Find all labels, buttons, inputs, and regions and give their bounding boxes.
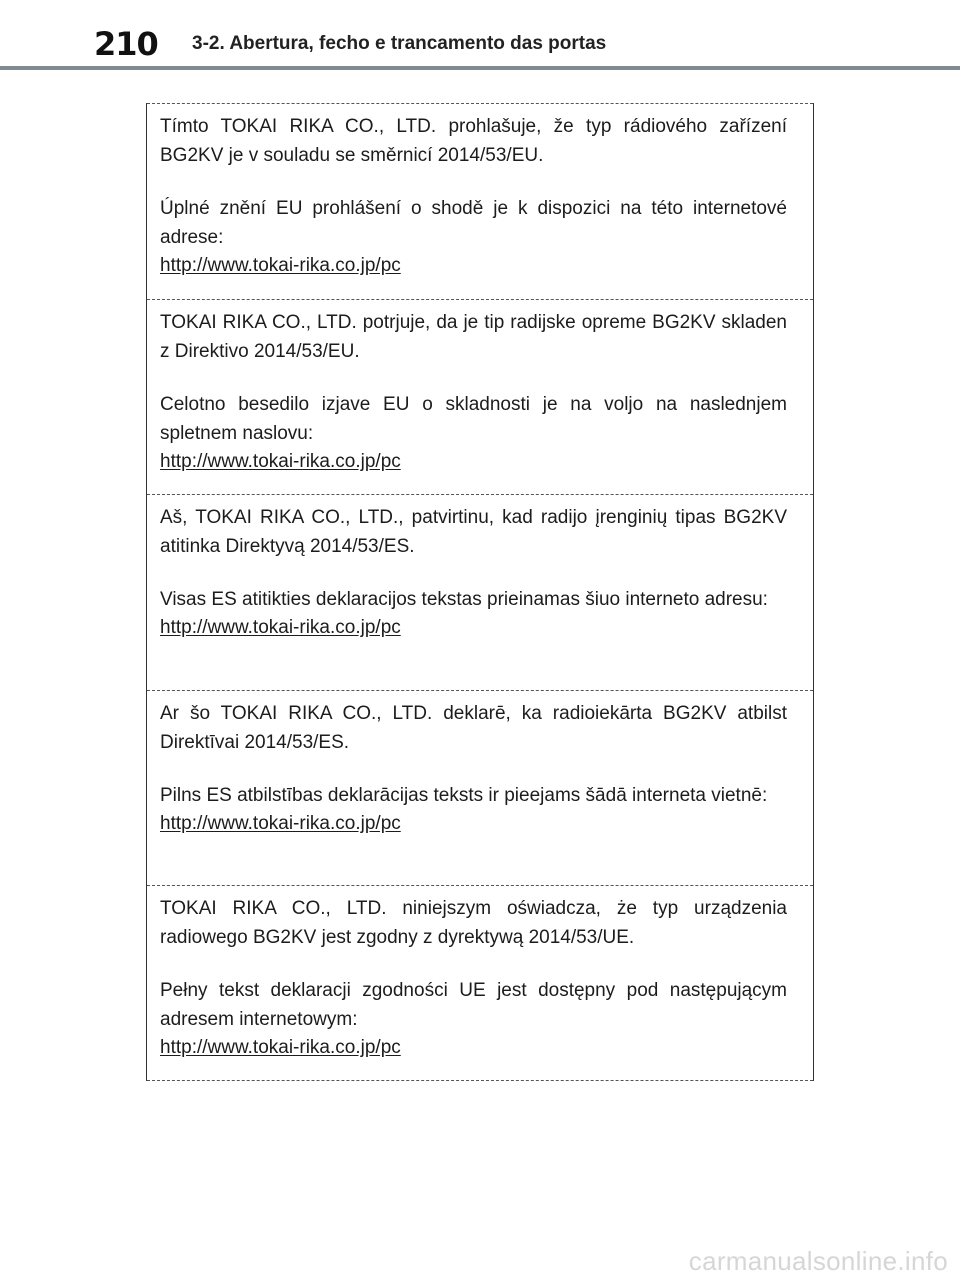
declaration-availability: Pilns ES atbilstības deklarācijas teksts ir pieejams šādā interneta vietnē: [160, 784, 768, 806]
declaration-entry-lv [147, 690, 813, 886]
site-watermark: carmanualsonline.info [688, 1246, 948, 1276]
declaration-statement: Ar šo TOKAI RIKA CO., LTD. deklarē, ka radioiekārta BG2KV atbilst Direktīvai 2014/53/ES. [160, 702, 787, 753]
declaration-availability: Celotno besedilo izjave EU o skladnosti je na voljo na naslednjem spletnem naslovu: [160, 393, 787, 444]
declaration-entry-cs [147, 103, 813, 299]
declaration-url-link[interactable]: http://www.tokai-rika.co.jp/pc [160, 812, 401, 834]
declaration-statement: TOKAI RIKA CO., LTD. potrjuje, da je tip radijske opreme BG2KV skladen z Direktivo 2014/53/EU. [160, 311, 787, 362]
declaration-availability: Úplné znění EU prohlášení o shodě je k dispozici na této internetové adrese: [160, 198, 787, 248]
declaration-url-link[interactable]: http://www.tokai-rika.co.jp/pc [160, 1037, 401, 1059]
page-header [0, 0, 960, 72]
declaration-url-link[interactable]: http://www.tokai-rika.co.jp/pc [160, 450, 401, 472]
page-number: 210 [94, 25, 158, 63]
declarations-box [146, 103, 814, 1081]
declaration-entry-pl [147, 885, 813, 1081]
declaration-url-link[interactable]: http://www.tokai-rika.co.jp/pc [160, 617, 401, 639]
declaration-statement: Aš, TOKAI RIKA CO., LTD., patvirtinu, kad radijo įrenginių tipas BG2KV atitinka Direktyvą 2014/53/ES. [160, 507, 787, 558]
declaration-entry-sl [147, 299, 813, 495]
declaration-statement: TOKAI RIKA CO., LTD. niniejszym oświadcza, że typ urządzenia radiowego BG2KV jest zgodny z dyrektywą 2014/53/UE. [160, 898, 787, 949]
declaration-availability: Visas ES atitikties deklaracijos tekstas prieinamas šiuo interneto adresu: [160, 589, 768, 611]
section-title: 3-2. Abertura, fecho e trancamento das portas [192, 33, 607, 54]
declaration-availability: Pełny tekst deklaracji zgodności UE jest dostępny pod następującym adresem internetowym: [160, 980, 787, 1031]
declaration-entry-lt [147, 494, 813, 690]
header-divider [0, 66, 960, 70]
declaration-url-link[interactable]: http://www.tokai-rika.co.jp/pc [160, 255, 401, 276]
declaration-statement: Tímto TOKAI RIKA CO., LTD. prohlašuje, že typ rádiového zařízení BG2KV je v souladu se směrnicí 2014/53/EU. [160, 116, 787, 166]
